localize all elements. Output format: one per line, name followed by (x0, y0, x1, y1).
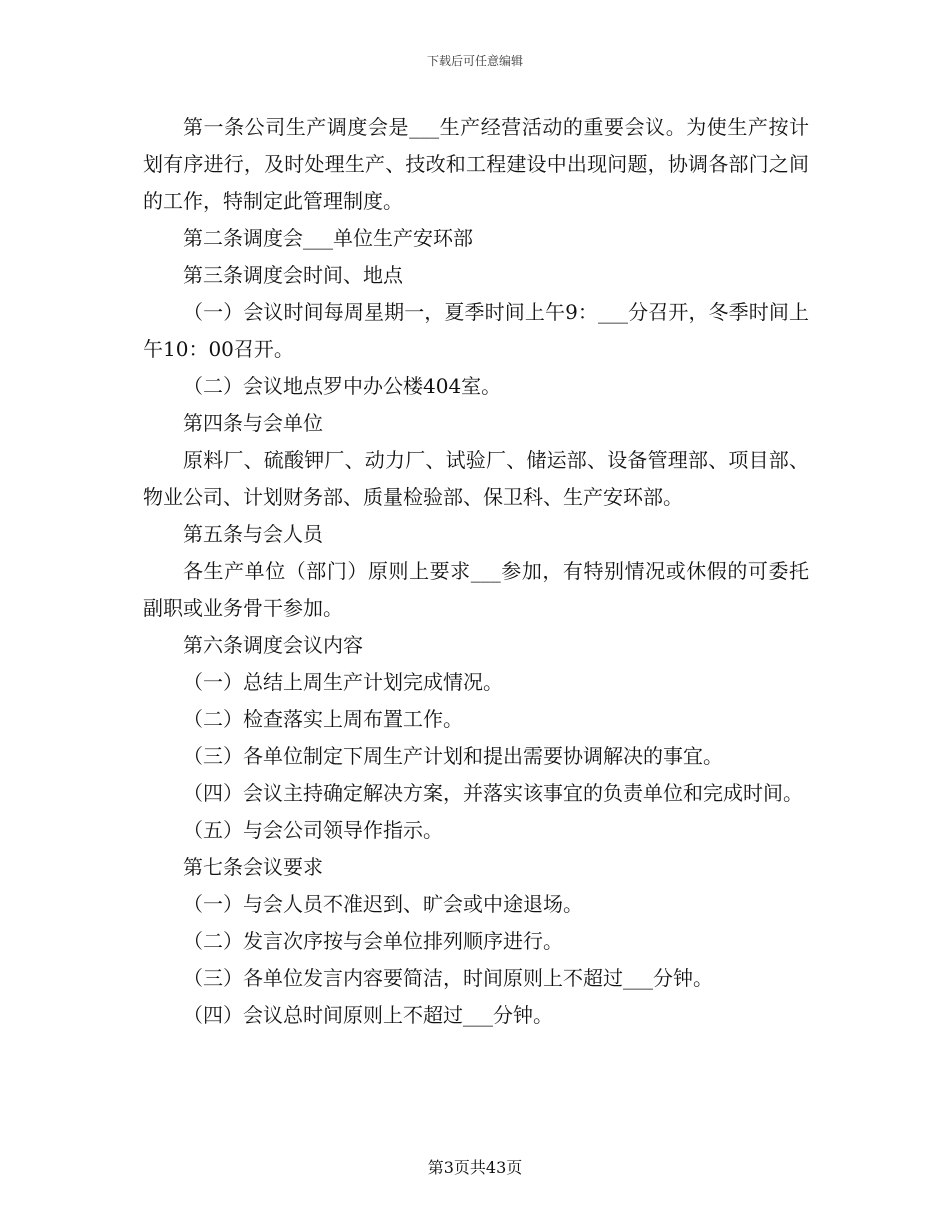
article-3-item-2: （二）会议地点罗中办公楼404室。 (183, 374, 502, 398)
article-7-item-4: （四）会议总时间原则上不超过___分钟。 (183, 1003, 553, 1027)
article-7-item-3: （三）各单位发言内容要简洁，时间原则上不超过___分钟。 (183, 966, 713, 990)
article-5-body: 各生产单位（部门）原则上要求___参加，有特别情况或休假的可委托副职或业务骨干参加。 (143, 559, 809, 620)
article-4-heading: 第四条与会单位 (183, 411, 323, 435)
article-6-item-2: （二）检查落实上周布置工作。 (183, 707, 463, 731)
article-7-item-2: （二）发言次序按与会单位排列顺序进行。 (183, 929, 563, 953)
article-7-item-1: （一）与会人员不准迟到、旷会或中途退场。 (183, 892, 583, 916)
article-6-item-3: （三）各单位制定下周生产计划和提出需要协调解决的事宜。 (183, 744, 723, 768)
article-6-heading: 第六条调度会议内容 (183, 633, 363, 657)
article-1-paragraph: 第一条公司生产调度会是___生产经营活动的重要会议。为使生产按计划有序进行，及时处理生产、技改和工程建设中出现问题，协调各部门之间的工作，特制定此管理制度。 (143, 115, 809, 213)
article-2-paragraph: 第二条调度会___单位生产安环部 (183, 226, 473, 250)
article-6-item-5: （五）与会公司领导作指示。 (183, 818, 443, 842)
article-3-heading: 第三条调度会时间、地点 (183, 263, 403, 287)
page-header-note: 下载后可任意编辑 (426, 54, 523, 68)
article-3-item-1: （一）会议时间每周星期一，夏季时间上午9：___分召开，冬季时间上午10：00召开。 (143, 300, 809, 361)
article-5-heading: 第五条与会人员 (183, 522, 323, 546)
article-6-item-4: （四）会议主持确定解决方案，并落实该事宜的负责单位和完成时间。 (183, 781, 803, 805)
page-number-footer: 第3页共43页 (427, 1158, 523, 1177)
document-body (143, 109, 809, 1034)
article-7-heading: 第七条会议要求 (183, 855, 323, 879)
article-4-unit-list: 原料厂、硫酸钾厂、动力厂、试验厂、储运部、设备管理部、项目部、物业公司、计划财务部、质量检验部、保卫科、生产安环部。 (143, 448, 809, 509)
article-6-item-1: （一）总结上周生产计划完成情况。 (183, 670, 503, 694)
